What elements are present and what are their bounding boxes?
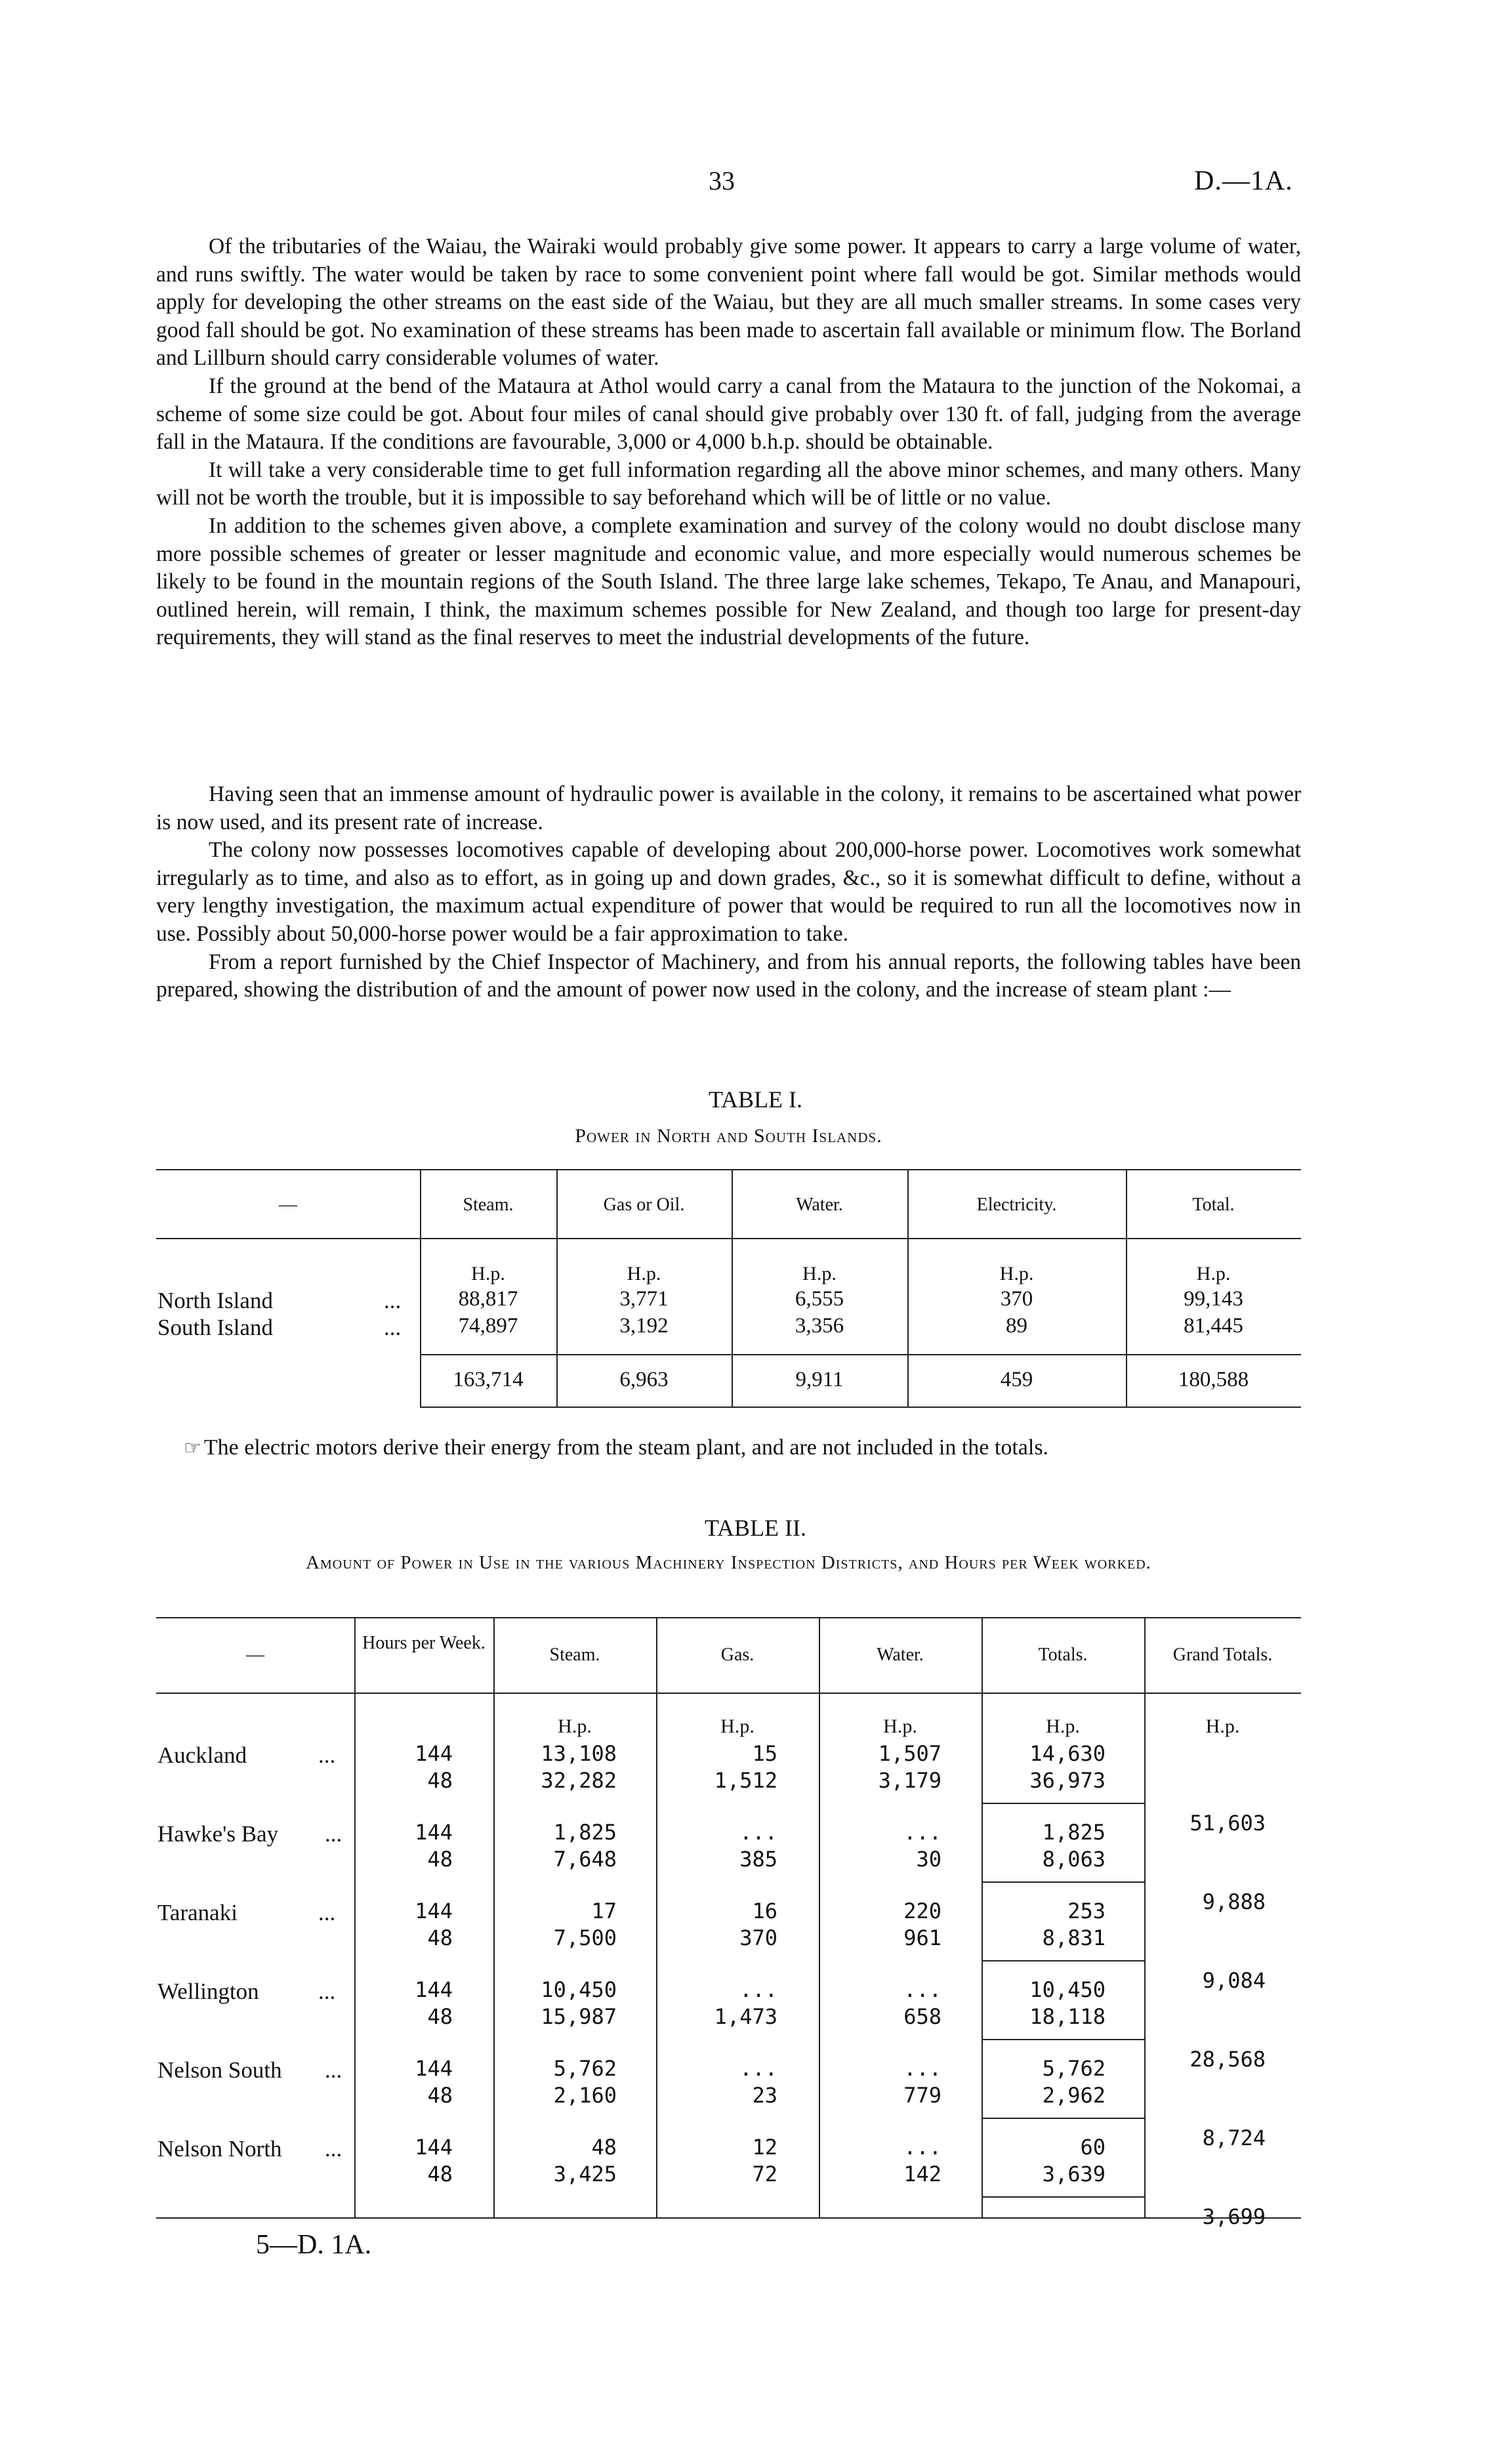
table2-cell-gas: 385 bbox=[739, 1847, 777, 1872]
table2-cell-water: ... bbox=[903, 2135, 942, 2160]
table2-grand-total: 8,724 bbox=[1202, 2125, 1266, 2150]
table2-cell-gas: 1,512 bbox=[714, 1768, 777, 1793]
table2-cell-steam: 10,450 bbox=[541, 1977, 617, 2002]
table1-cell: 3,192 bbox=[619, 1314, 669, 1338]
table2-cell-gas: ... bbox=[739, 2056, 777, 2081]
table1-cell: 6,555 bbox=[795, 1287, 844, 1311]
table1-footnote bbox=[184, 1435, 1048, 1460]
table2-cell-steam: 7,500 bbox=[553, 1925, 617, 1950]
table1-cell: 99,143 bbox=[1184, 1287, 1243, 1311]
table2-cell-gas: 15 bbox=[752, 1741, 777, 1766]
table2-title: TABLE II. bbox=[704, 1515, 807, 1541]
table2-cell-steam: 7,648 bbox=[553, 1847, 617, 1872]
table1-cell: 74,897 bbox=[458, 1314, 518, 1338]
table1-header-blank: — bbox=[279, 1195, 297, 1215]
paragraph: Having seen that an immense amount of hydraulic power is available in the colony, it remains to be ascertained what power is now used, and its present rate of increase. bbox=[156, 782, 1301, 834]
unit-label: H.p. bbox=[471, 1263, 505, 1284]
table1-cell: 89 bbox=[1006, 1314, 1027, 1338]
table2-cell-steam: 3,425 bbox=[553, 2162, 617, 2187]
table1-header-total: Total. bbox=[1192, 1195, 1235, 1215]
table2-cell-gas: 16 bbox=[752, 1899, 777, 1923]
leader-dots: ... bbox=[325, 2057, 342, 2083]
table2-row-label: Auckland bbox=[157, 1742, 247, 1768]
table2-header-hours: Hours per Week. bbox=[362, 1633, 486, 1653]
table2-row-label: Nelson North bbox=[157, 2136, 282, 2162]
table2-cell-gas: 12 bbox=[752, 2135, 777, 2160]
table2-cell-water: ... bbox=[903, 1820, 942, 1845]
table2-cell-water: ... bbox=[903, 1977, 942, 2002]
page-footer: 5—D. 1A. bbox=[256, 2230, 372, 2260]
table2-row-label: Hawke's Bay bbox=[157, 1821, 279, 1847]
table2-cell-gas: ... bbox=[739, 1820, 777, 1845]
table1-total: 9,911 bbox=[795, 1368, 844, 1391]
table1-header-steam: Steam. bbox=[463, 1195, 514, 1215]
unit-label: H.p. bbox=[999, 1263, 1034, 1284]
table2-cell-water: 779 bbox=[903, 2083, 942, 2108]
leader-dots: ... bbox=[384, 1288, 402, 1313]
table2-cell-hours: 48 bbox=[427, 1847, 453, 1872]
unit-label: H.p. bbox=[802, 1263, 837, 1284]
table2-cell-hours: 48 bbox=[427, 1768, 453, 1793]
table2-cell-hours: 48 bbox=[427, 1925, 453, 1950]
paragraph: Of the tributaries of the Waiau, the Wairaki would probably give some power. It appears to carry a large volume of water, and runs swiftly. The water would be taken by race to some convenient point where fall would be got. Similar methods would apply for developing the other streams on the east side of the Waiau, but they are all much smaller streams. In some cases very good fall should be got. No examination of these streams has been made to ascertain fall available or minimum flow. The Borland and Lillburn should carry considerable volumes of water. bbox=[156, 234, 1301, 371]
table2-cell-hours: 144 bbox=[415, 1977, 453, 2002]
totals-rule bbox=[982, 1960, 1144, 1961]
totals-rule bbox=[982, 1881, 1144, 1883]
table2-cell-steam: 48 bbox=[591, 2135, 617, 2160]
table1-cell: 3,771 bbox=[619, 1287, 669, 1311]
table2-header-blank: — bbox=[246, 1645, 264, 1665]
table2-cell-hours: 144 bbox=[415, 1741, 453, 1766]
totals-rule bbox=[982, 2118, 1144, 2119]
table1-total: 180,588 bbox=[1178, 1368, 1249, 1391]
table2-cell-gas: 1,473 bbox=[714, 2004, 777, 2029]
table2-cell-hours: 48 bbox=[427, 2162, 453, 2187]
table2-cell-water: 1,507 bbox=[878, 1741, 942, 1766]
table2-cell-totals: 10,450 bbox=[1029, 1977, 1106, 2002]
table2-cell-totals: 36,973 bbox=[1029, 1768, 1106, 1793]
leader-dots: ... bbox=[318, 1900, 336, 1925]
table2-cell-water: 220 bbox=[903, 1899, 942, 1923]
table1-total: 6,963 bbox=[619, 1368, 669, 1391]
table2-row-label: Wellington bbox=[157, 1979, 259, 2004]
table2-cell-steam: 1,825 bbox=[553, 1820, 617, 1845]
table2-grand-total: 3,699 bbox=[1202, 2204, 1266, 2229]
leader-dots: ... bbox=[325, 2136, 342, 2162]
unit-label: H.p. bbox=[883, 1715, 917, 1737]
table1-cell: 370 bbox=[1000, 1287, 1033, 1311]
leader-dots: ... bbox=[325, 1821, 342, 1847]
table2-cell-totals: 8,831 bbox=[1042, 1925, 1106, 1950]
table1-header-electricity: Electricity. bbox=[976, 1195, 1057, 1215]
table2-grand-total: 51,603 bbox=[1190, 1811, 1266, 1836]
table2-cell-water: 142 bbox=[903, 2162, 942, 2187]
table2-header-totals: Totals. bbox=[1038, 1645, 1088, 1665]
table2-header-grand-totals: Grand Totals. bbox=[1172, 1645, 1273, 1665]
table2-cell-gas: ... bbox=[739, 1977, 777, 2002]
totals-rule bbox=[982, 1803, 1144, 1804]
table2-cell-steam: 5,762 bbox=[553, 2056, 617, 2081]
table1-row-label: North Island bbox=[157, 1288, 273, 1313]
table2-cell-totals: 18,118 bbox=[1029, 2004, 1106, 2029]
table2-cell-hours: 48 bbox=[427, 2004, 453, 2029]
leader-dots: ... bbox=[384, 1315, 402, 1340]
table1-row-label: South Island bbox=[157, 1315, 273, 1340]
text-block-schemes bbox=[156, 233, 1301, 652]
document-reference: D.—1A. bbox=[1194, 166, 1293, 196]
page-number: 33 bbox=[709, 166, 735, 195]
table2-cell-water: 3,179 bbox=[878, 1768, 942, 1793]
paragraph: In addition to the schemes given above, a complete examination and survey of the colony would no doubt disclose many more possible schemes of greater or lesser magnitude and economic value, and more especially would numerous schemes be likely to be found in the mountain regions of the South Island. The three large lake schemes, Tekapo, Te Anau, and Manapouri, outlined herein, will remain, I think, the maximum schemes possible for New Zealand, and though too large for present-day requirements, they will stand as the final reserves to meet the industrial developments of the future. bbox=[156, 513, 1301, 650]
table2-cell-water: 658 bbox=[903, 2004, 942, 2029]
table2-grand-total: 9,084 bbox=[1202, 1968, 1266, 1993]
table1-cell: 81,445 bbox=[1184, 1314, 1243, 1338]
table2-cell-totals: 5,762 bbox=[1042, 2056, 1106, 2081]
paragraph: From a report furnished by the Chief Inspector of Machinery, and from his annual reports, the following tables have been prepared, showing the distribution of and the amount of power now used in the colony, and the increase of steam plant :— bbox=[156, 949, 1301, 1002]
totals-rule bbox=[982, 2196, 1144, 2198]
table2-cell-gas: 23 bbox=[752, 2083, 777, 2108]
table2-header-gas: Gas. bbox=[720, 1645, 755, 1665]
table2-subtitle: Amount of Power in Use in the various Machinery Inspection Districts, and Hours per Week worked. bbox=[306, 1552, 1151, 1573]
table2-row-label: Taranaki bbox=[157, 1900, 238, 1925]
table2-cell-steam: 2,160 bbox=[553, 2083, 617, 2108]
table2-cell-totals: 1,825 bbox=[1042, 1820, 1106, 1845]
table1-subtitle: Power in North and South Islands. bbox=[575, 1125, 882, 1147]
table2-cell-hours: 144 bbox=[415, 2135, 453, 2160]
table2-cell-totals: 2,962 bbox=[1042, 2083, 1106, 2108]
footnote-text: The electric motors derive their energy from the steam plant, and are not included in the totals. bbox=[203, 1435, 1049, 1460]
table2-cell-steam: 13,108 bbox=[541, 1741, 617, 1766]
leader-dots: ... bbox=[318, 1742, 336, 1768]
table2-cell-hours: 144 bbox=[415, 2056, 453, 2081]
table2-cell-totals: 3,639 bbox=[1042, 2162, 1106, 2187]
table2-row-label: Nelson South bbox=[157, 2057, 282, 2083]
table2-cell-water: ... bbox=[903, 2056, 942, 2081]
unit-label: H.p. bbox=[720, 1715, 755, 1737]
table1-header-water: Water. bbox=[796, 1195, 843, 1215]
unit-label: H.p. bbox=[1046, 1715, 1080, 1737]
table2-cell-steam: 15,987 bbox=[541, 2004, 617, 2029]
unit-label: H.p. bbox=[627, 1263, 661, 1284]
table2-cell-gas: 72 bbox=[752, 2162, 777, 2187]
table2-cell-totals: 60 bbox=[1080, 2135, 1106, 2160]
table1-cell: 3,356 bbox=[795, 1314, 844, 1338]
table2-cell-water: 30 bbox=[916, 1847, 942, 1872]
table2-header-water: Water. bbox=[877, 1645, 924, 1665]
table2-cell-steam: 32,282 bbox=[541, 1768, 617, 1793]
table2-cell-totals: 14,630 bbox=[1029, 1741, 1106, 1766]
leader-dots: ... bbox=[318, 1979, 336, 2004]
table2-header-steam: Steam. bbox=[549, 1645, 600, 1665]
table2-cell-water: 961 bbox=[903, 1925, 942, 1950]
unit-label: H.p. bbox=[1196, 1263, 1231, 1284]
unit-label: H.p. bbox=[558, 1715, 592, 1737]
table1-total: 163,714 bbox=[453, 1368, 524, 1391]
totals-rule bbox=[982, 2039, 1144, 2040]
text-block-power-used bbox=[156, 781, 1301, 1004]
table2-cell-hours: 48 bbox=[427, 2083, 453, 2108]
table1-total: 459 bbox=[1000, 1368, 1033, 1391]
table2-cell-steam: 17 bbox=[591, 1899, 617, 1923]
table1-header-gas-oil: Gas or Oil. bbox=[603, 1195, 685, 1215]
unit-label: H.p. bbox=[1205, 1715, 1240, 1737]
table2-cell-hours: 144 bbox=[415, 1820, 453, 1845]
table2-cell-totals: 253 bbox=[1067, 1899, 1106, 1923]
table2-cell-hours: 144 bbox=[415, 1899, 453, 1923]
table1-title: TABLE I. bbox=[708, 1086, 803, 1113]
paragraph: The colony now possesses locomotives capable of developing about 200,000-horse power. Locomotives work somewhat irregularly as to time, and also as to effort, as in going up and down grades, &c., so it is somewhat difficult to define, without a very lengthy investigation, the maximum actual expenditure of power that would be required to run all the locomotives now in use. Possibly about 50,000-horse power would be a fair approximation to take. bbox=[156, 838, 1301, 946]
pointing-hand-icon: ☞ bbox=[184, 1437, 201, 1459]
table1-cell: 88,817 bbox=[458, 1287, 518, 1311]
paragraph: If the ground at the bend of the Mataura at Athol would carry a canal from the Mataura to the junction of the Nokomai, a scheme of some size could be got. About four miles of canal should give probably over 130 ft. of fall, judging from the average fall in the Mataura. If the conditions are favourable, 3,000 or 4,000 b.h.p. should be obtainable. bbox=[156, 373, 1301, 455]
table2-grand-total: 9,888 bbox=[1202, 1889, 1266, 1914]
table2-cell-totals: 8,063 bbox=[1042, 1847, 1106, 1872]
paragraph: It will take a very considerable time to get full information regarding all the above minor schemes, and many others. Many will not be worth the trouble, but it is impossible to say beforehand which will be of little or no value. bbox=[156, 457, 1301, 510]
table2-grand-total: 28,568 bbox=[1190, 2047, 1266, 2072]
table2-cell-gas: 370 bbox=[739, 1925, 777, 1950]
